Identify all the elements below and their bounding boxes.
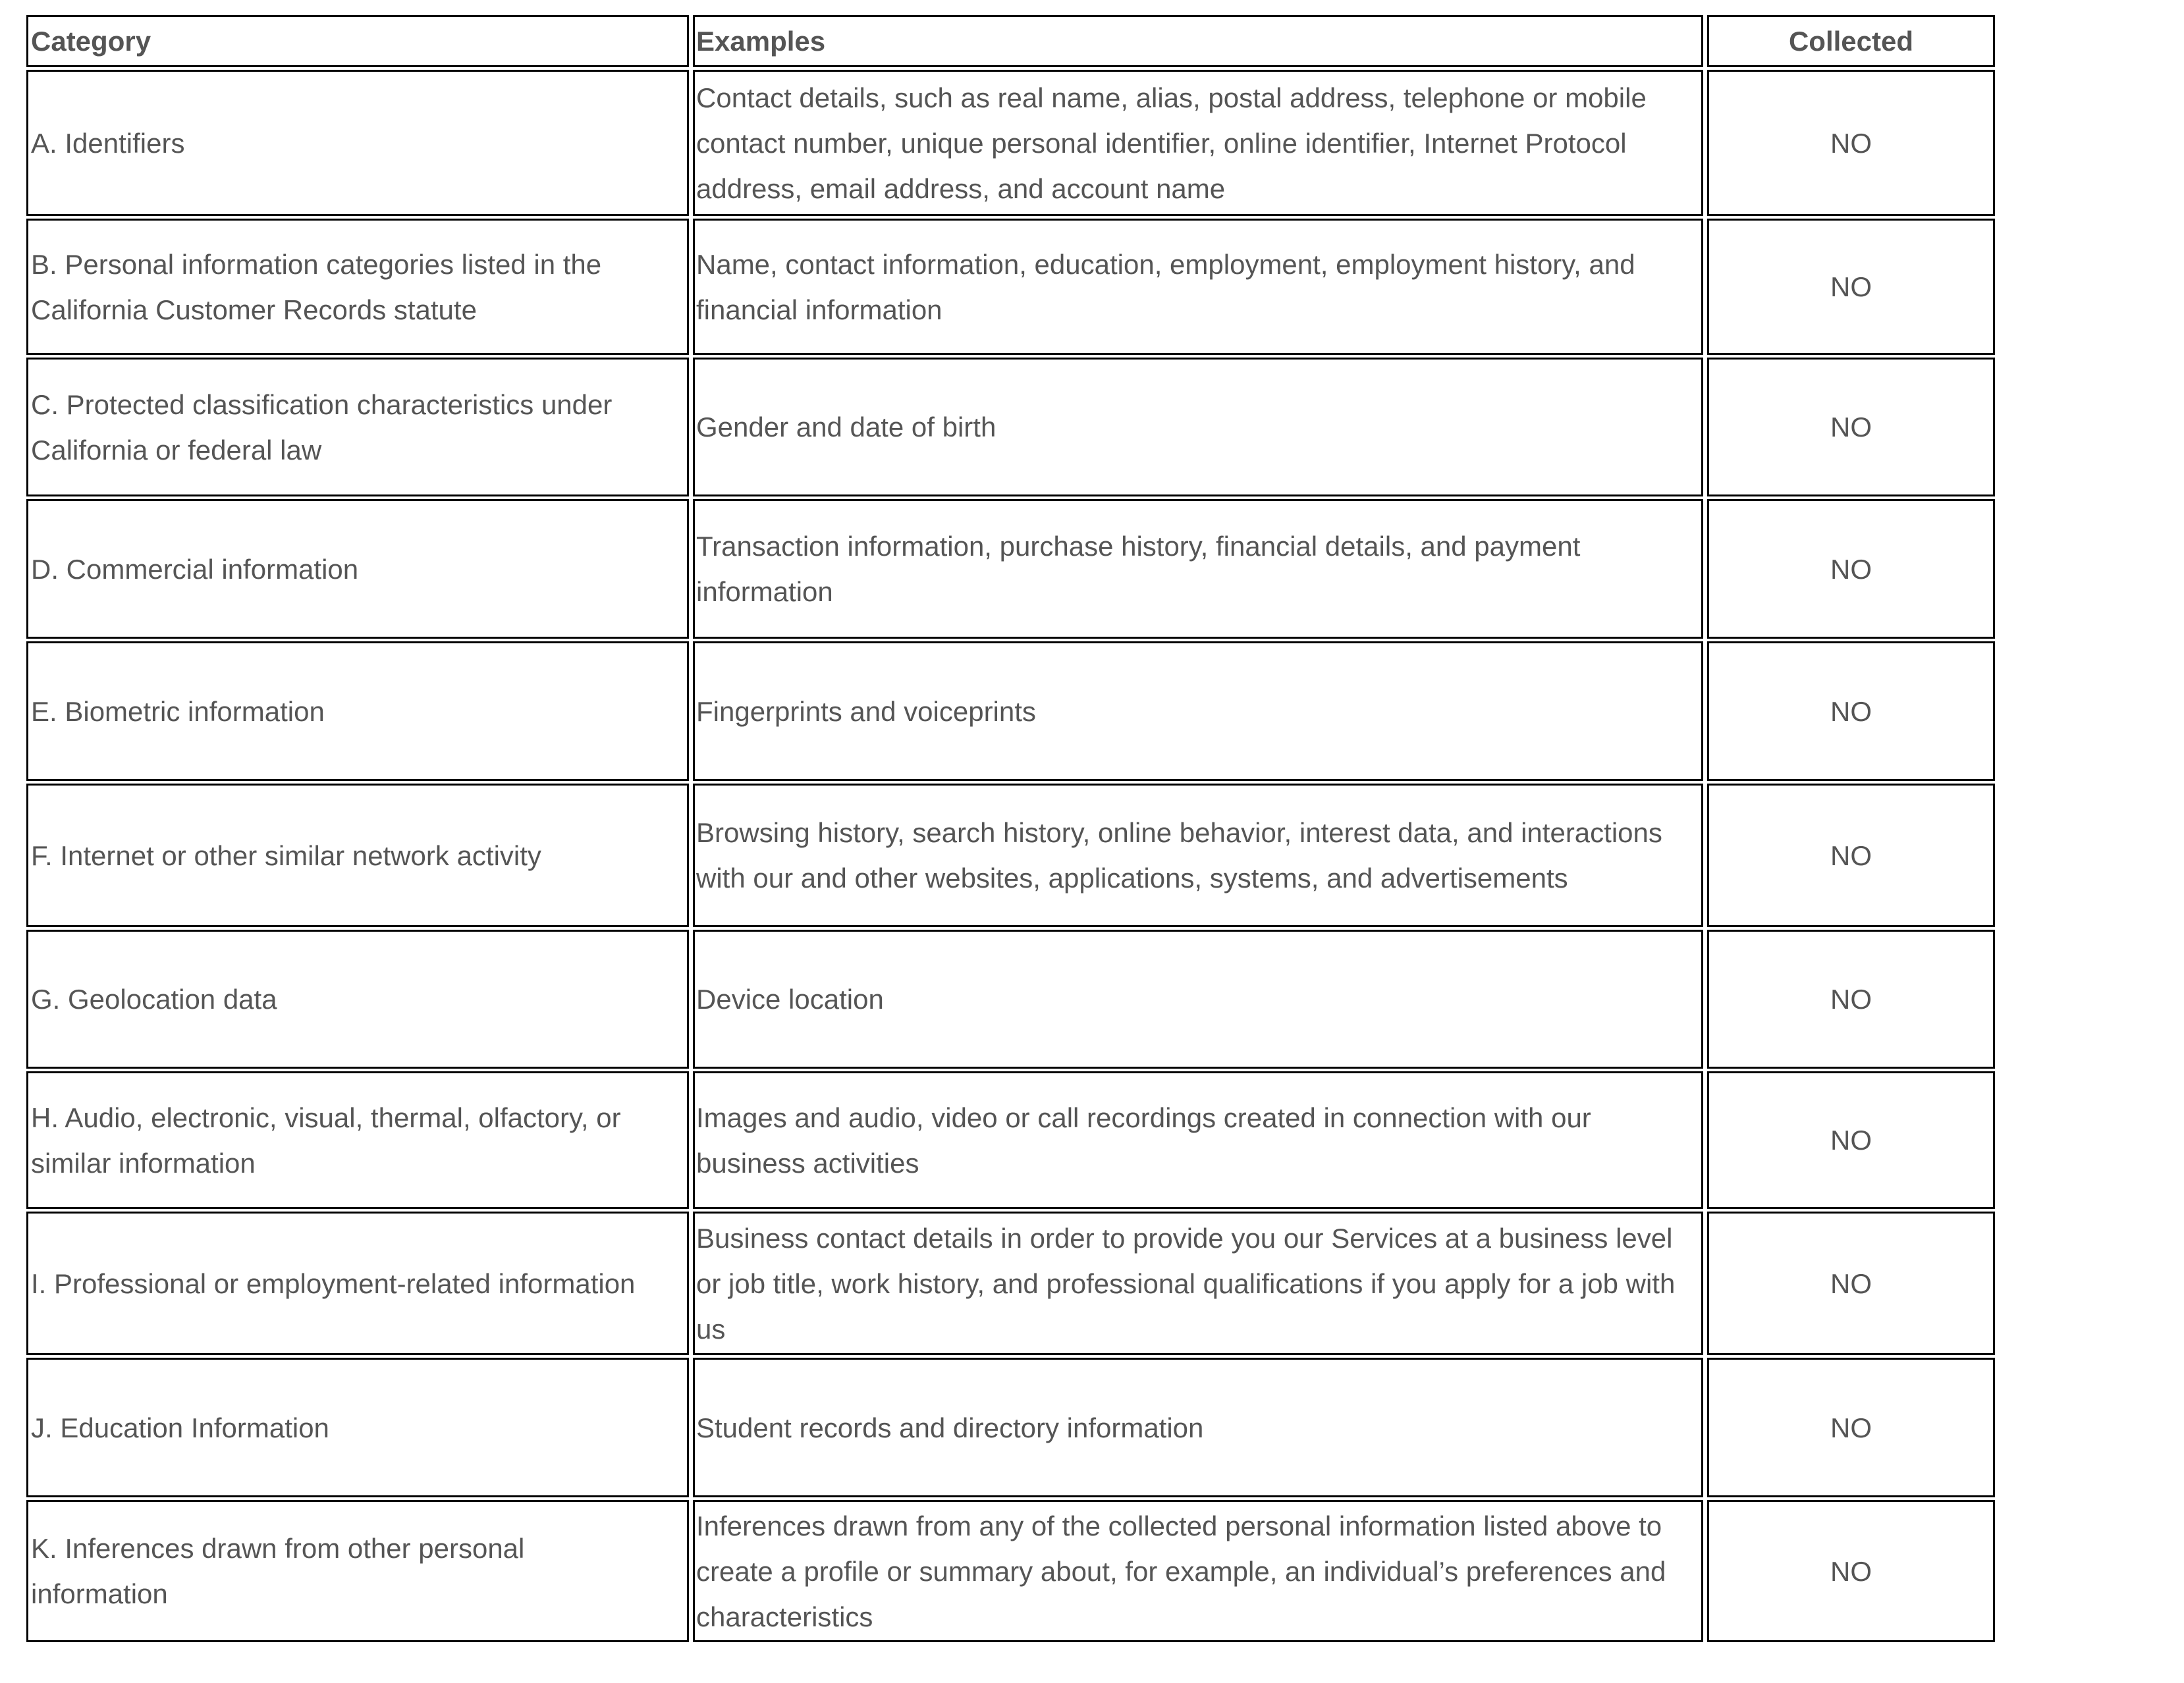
row-a-collected: [1707, 70, 1995, 216]
category-text: F. Internet or other similar network activity: [31, 840, 541, 871]
examples-text: Business contact details in order to provide you our Services at a business level or job title, work history, and professional qualifications if you apply for a job with us: [696, 1222, 1676, 1345]
collected-value: NO: [1830, 1125, 1872, 1156]
row-j-collected: [1707, 1358, 1995, 1497]
collected-value: NO: [1830, 271, 1872, 302]
collected-value: NO: [1830, 984, 1872, 1015]
row-d-collected: [1707, 499, 1995, 639]
collected-value: NO: [1830, 412, 1872, 442]
row-h-examples: [693, 1071, 1703, 1209]
row-f-category: [26, 784, 689, 927]
row-d-category: [26, 499, 689, 639]
row-k-examples: [693, 1500, 1703, 1642]
row-h-category: [26, 1071, 689, 1209]
row-b-examples: [693, 219, 1703, 355]
examples-text: Fingerprints and voiceprints: [696, 695, 1036, 727]
examples-text: Images and audio, video or call recordings created in connection with our business activities: [696, 1102, 1591, 1179]
row-c-category: [26, 358, 689, 496]
row-j-category: [26, 1358, 689, 1497]
collected-value: NO: [1830, 1555, 1872, 1587]
row-g-examples: [693, 930, 1703, 1069]
row-e-category: [26, 641, 689, 781]
collected-value: NO: [1830, 127, 1872, 159]
category-text: B. Personal information categories listed in the California Customer Records statute: [31, 248, 602, 325]
category-text: I. Professional or employment-related information: [31, 1268, 636, 1299]
examples-text: Inferences drawn from any of the collected personal information listed above to create a profile or summary about, for example, an individual’s preferences and characteristics: [696, 1510, 1666, 1632]
row-h-collected: [1707, 1071, 1995, 1209]
row-g-collected: [1707, 930, 1995, 1069]
row-j-examples: [693, 1358, 1703, 1497]
personal-information-table: [26, 15, 1995, 1642]
header-examples-label: Examples: [696, 26, 826, 57]
header-collected: [1707, 15, 1995, 67]
row-a-category: [26, 70, 689, 216]
examples-text: Gender and date of birth: [696, 412, 996, 442]
examples-text: Contact details, such as real name, alias, postal address, telephone or mobile contact number, unique personal identifier, online identifier, Internet Protocol address, email address, and account name: [696, 82, 1647, 204]
collected-value: NO: [1830, 695, 1872, 727]
examples-text: Browsing history, search history, online behavior, interest data, and interactions with our and other websites, applications, systems, and advertisements: [696, 817, 1662, 894]
header-category-label: Category: [31, 26, 151, 57]
category-text: K. Inferences drawn from other personal information: [31, 1533, 525, 1609]
category-text: D. Commercial information: [31, 553, 359, 585]
header-category: [26, 15, 689, 67]
collected-value: NO: [1830, 1268, 1872, 1299]
row-f-examples: [693, 784, 1703, 927]
row-c-examples: [693, 358, 1703, 496]
row-i-examples: [693, 1212, 1703, 1355]
header-examples: [693, 15, 1703, 67]
row-b-collected: [1707, 219, 1995, 355]
category-text: H. Audio, electronic, visual, thermal, olfactory, or similar information: [31, 1102, 621, 1179]
row-g-category: [26, 930, 689, 1069]
examples-text: Student records and directory information: [696, 1412, 1204, 1443]
row-e-examples: [693, 641, 1703, 781]
category-text: A. Identifiers: [31, 127, 185, 159]
row-f-collected: [1707, 784, 1995, 927]
collected-value: NO: [1830, 1412, 1872, 1443]
row-i-collected: [1707, 1212, 1995, 1355]
row-a-examples: [693, 70, 1703, 216]
row-k-collected: [1707, 1500, 1995, 1642]
category-text: J. Education Information: [31, 1412, 329, 1443]
row-b-category: [26, 219, 689, 355]
row-e-collected: [1707, 641, 1995, 781]
category-text: C. Protected classification characteristics under California or federal law: [31, 388, 613, 466]
row-c-collected: [1707, 358, 1995, 496]
examples-text: Device location: [696, 984, 884, 1015]
row-i-category: [26, 1212, 689, 1355]
row-d-examples: [693, 499, 1703, 639]
category-text: E. Biometric information: [31, 695, 325, 727]
collected-value: NO: [1830, 553, 1872, 585]
examples-text: Name, contact information, education, employment, employment history, and financial information: [696, 248, 1635, 325]
header-collected-label: Collected: [1788, 26, 1914, 57]
collected-value: NO: [1830, 840, 1872, 871]
examples-text: Transaction information, purchase history, financial details, and payment information: [696, 531, 1581, 607]
row-k-category: [26, 1500, 689, 1642]
category-text: G. Geolocation data: [31, 984, 277, 1015]
